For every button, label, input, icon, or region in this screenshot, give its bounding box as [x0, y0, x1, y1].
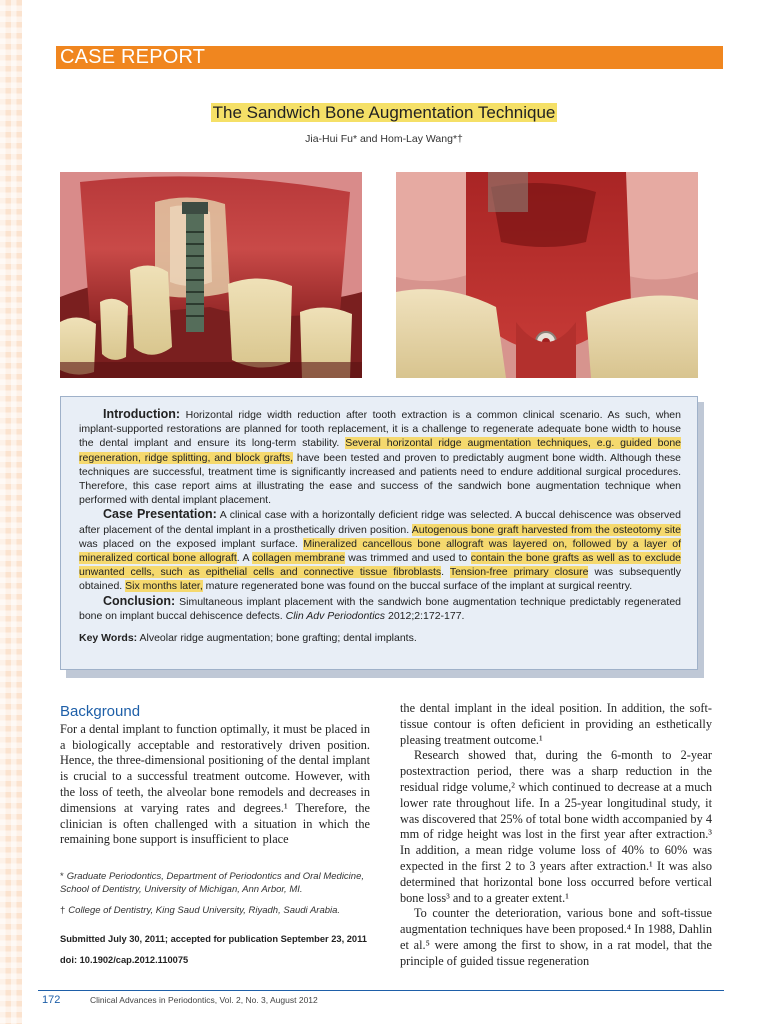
intro-text-1: Horizontal ridge width reduction after tooth extraction is a common clinical scenario. As such, when implant-supported restorations are planned for tooth replacement, it is a challenge to regenerate adequate bone width to house the dental implant and ensure its long-term stability. [79, 409, 681, 450]
case-highlight-2: Mineralized cancellous bone allograft was layered on, followed by a layer of mineralized cortical bone allograft [79, 537, 681, 565]
decorative-margin-strip [0, 0, 22, 1024]
case-highlight-3: collagen membrane [252, 552, 345, 565]
case-highlight-6: Six months later, [125, 580, 203, 593]
journal-citation: Clinical Advances in Periodontics, Vol. 2, No. 3, August 2012 [90, 995, 318, 1005]
conclusion-citation: Clin Adv Periodontics [285, 609, 386, 622]
case-text-7: mature regenerated bone was found on the buccal surface of the implant at surgical reentry. [202, 580, 633, 593]
submission-dates: Submitted July 30, 2011; accepted for publication September 23, 2011 [60, 934, 367, 944]
intro-heading: Introduction: [103, 407, 181, 421]
abstract-box [60, 396, 698, 670]
footer-divider [38, 990, 724, 991]
conclusion-heading: Conclusion: [103, 593, 176, 608]
case-text-2: was placed on the exposed implant surface. [79, 537, 304, 550]
background-paragraph-4: To counter the deterioration, various bone and soft-tissue augmentation techniques have been proposed.⁴ In 1988, Dahlin et al.⁵ were among the first to show, in a rat model, that the principle of guided tissue regeneration [400, 906, 712, 968]
footnote-2-text: College of Dentistry, King Saud University, Riyadh, Saudi Arabia. [68, 905, 341, 916]
section-label: CASE REPORT [60, 46, 206, 68]
background-heading: Background [60, 703, 141, 720]
abstract-content [79, 407, 681, 645]
keywords-text: Alveolar ridge augmentation; bone grafting; dental implants. [137, 632, 417, 645]
footnote-1-text: Graduate Periodontics, Department of Periodontics and Oral Medicine, School of Dentistry, University of Michigan, Ann Arbor, MI. [60, 871, 364, 895]
background-paragraph-1: For a dental implant to function optimally, it must be placed in a biologically acceptable and restoratively driven position. Hence, the three-dimensional positioning of the dental implant is crucial to a successful treatment outcome. However, with the loss of teeth, the alveolar bone remodels and decreases in dimensions at varying rates and degrees.¹ Therefore, the clinician is often challenged with a situation in which the remaining bone support is insufficient to place [60, 721, 370, 847]
case-text-1: A clinical case with a horizontally deficient ridge was selected. A buccal dehiscence was observed after placement of the dental implant in a prosthetically driven position. [79, 509, 681, 536]
article-authors: Jia-Hui Fu* and Hom-Lay Wang*† [305, 133, 463, 145]
body-column-right [400, 701, 712, 970]
intro-highlight: Several horizontal ridge augmentation techniques, e.g. guided bone regeneration, ridge splitting, and block grafts, [79, 437, 681, 464]
footnote-affiliation-1 [60, 870, 372, 896]
conclusion-reference: 2012;2:172-177. [385, 609, 465, 622]
case-heading: Case Presentation: [103, 507, 217, 522]
clinical-photo-reentry [396, 172, 698, 378]
doi-link[interactable]: doi: 10.1902/cap.2012.110075 [60, 955, 189, 965]
background-paragraph-3: Research showed that, during the 6-month to 2-year postextraction period, there was a sharp reduction in the residual ridge volume,² which continued to decrease at a much lower rate throughout life. In a 25-year longitudinal study, it was discovered that 25% of total bone width accompanied by 4 mm of ridge height was lost in the first year after extraction.³ In addition, a mean ridge volume loss of 40% to 60% was expected in the first 2 to 3 years after extraction.¹ It was also determined that horizontal bone loss occurred before vertical bone loss³ and to a greater extent.¹ [400, 748, 712, 905]
case-text-5: . [441, 566, 450, 579]
background-paragraph-2: the dental implant in the ideal position. In addition, the soft-tissue contour is often deficient in providing an esthetically pleasing treatment outcome.¹ [400, 701, 712, 747]
case-text-4: was trimmed and used to [344, 552, 471, 565]
abstract-keywords [79, 631, 681, 645]
intro-text-2: have been tested and proven to predictably augment bone width. Although these techniques are successful, treatment time is significantly increased and patients need to endure additional surgical procedures. Therefore, this case report aims at illustrating the ease and success of the sandwich bone augmentation technique when performed with dental implant placement. [79, 451, 681, 507]
case-text-3: . A [236, 552, 253, 565]
page-number: 172 [42, 994, 61, 1006]
article-title [0, 103, 768, 123]
article-title-text: The Sandwich Bone Augmentation Technique [212, 103, 556, 122]
case-highlight-5: Tension-free primary closure [449, 566, 589, 579]
body-column-left [60, 704, 370, 848]
clinical-photo-implant [60, 172, 362, 378]
footnote-2-mark: † [60, 905, 66, 916]
footnote-1-mark: * [60, 871, 64, 882]
case-text-6: was subsequently obtained. [79, 566, 682, 593]
case-highlight-4: contain the bone grafts as well as to exclude unwanted cells, such as epithelial cells and connective tissue fibroblasts [79, 552, 681, 579]
abstract-case-presentation [79, 507, 681, 593]
abstract-conclusion [79, 594, 681, 623]
conclusion-text: Simultaneous implant placement with the sandwich bone augmentation technique predictably regenerated bone on implant buccal dehiscence defects. [79, 595, 681, 622]
section-header-bar [56, 46, 723, 69]
abstract-introduction [79, 407, 681, 507]
keywords-heading: Key Words: [79, 632, 138, 645]
footnote-affiliation-2 [60, 904, 372, 917]
case-highlight-1: Autogenous bone graft harvested from the osteotomy site [411, 523, 681, 536]
